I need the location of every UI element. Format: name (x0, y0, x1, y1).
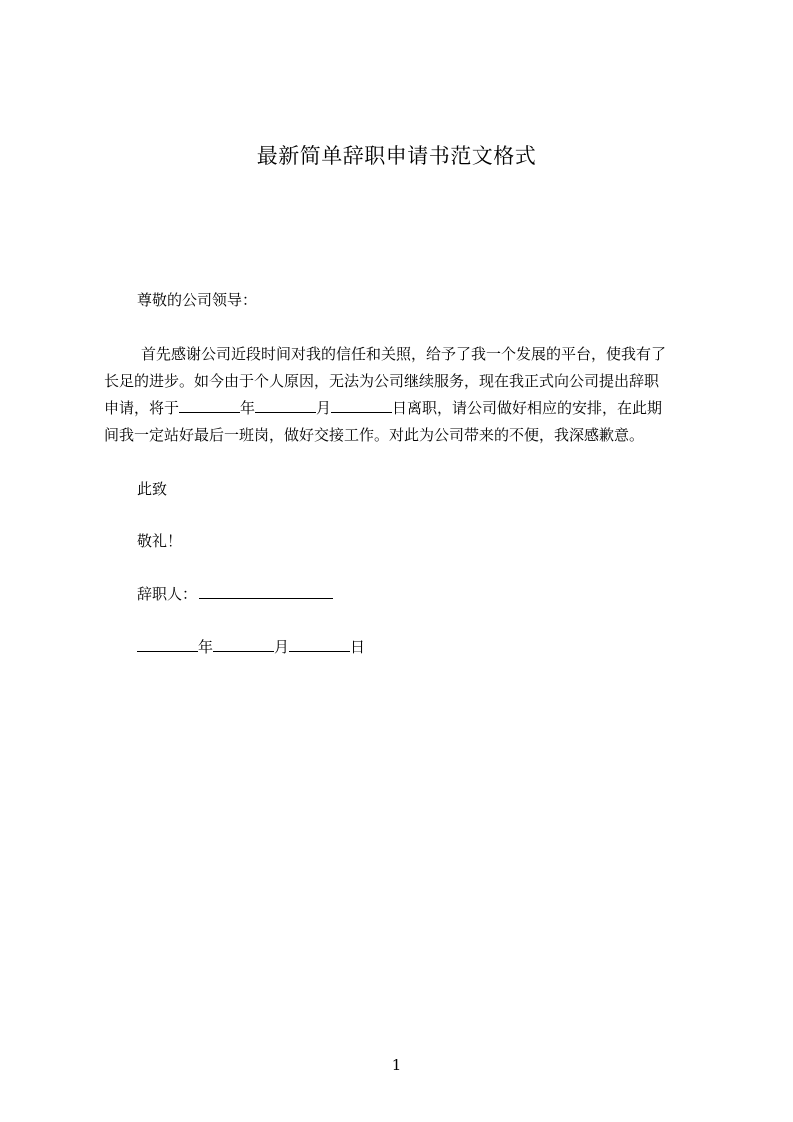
body-line-2: 长足的进步。如今由于个人原因，无法为公司继续服务，现在我正式向公司提出辞职 (104, 372, 660, 390)
date-year-label: 年 (198, 638, 214, 656)
date-day-blank[interactable] (289, 634, 350, 652)
signer-label: 辞职人： (137, 585, 198, 603)
line3-year-label: 年 (240, 399, 256, 417)
body-line-3 (104, 395, 698, 421)
body-line-4: 间我一定站好最后一班岗，做好交接工作。对此为公司带来的不便，我深感歉意。 (104, 426, 645, 444)
closing-line-2: 敬礼！ (137, 532, 183, 550)
signer-blank[interactable] (199, 581, 333, 599)
year-blank[interactable] (179, 395, 240, 413)
salutation: 尊敬的公司领导： (137, 291, 258, 309)
month-blank[interactable] (255, 395, 316, 413)
day-blank[interactable] (331, 395, 392, 413)
body-line-1: 首先感谢公司近段时间对我的信任和关照，给予了我一个发展的平台，使我有了 (141, 345, 667, 363)
document-title: 最新简单辞职申请书范文格式 (256, 144, 537, 168)
signer-line (137, 581, 333, 607)
line3-suffix: 日离职，请公司做好相应的安排，在此期 (392, 399, 663, 417)
date-day-label: 日 (350, 638, 366, 656)
date-line (137, 634, 365, 660)
line3-prefix: 申请，将于 (104, 399, 180, 417)
line3-month-label: 月 (316, 399, 332, 417)
date-month-label: 月 (274, 638, 290, 656)
date-year-blank[interactable] (137, 634, 198, 652)
date-month-blank[interactable] (213, 634, 274, 652)
closing-line-1: 此致 (137, 480, 168, 498)
page-number: 1 (391, 1056, 402, 1074)
